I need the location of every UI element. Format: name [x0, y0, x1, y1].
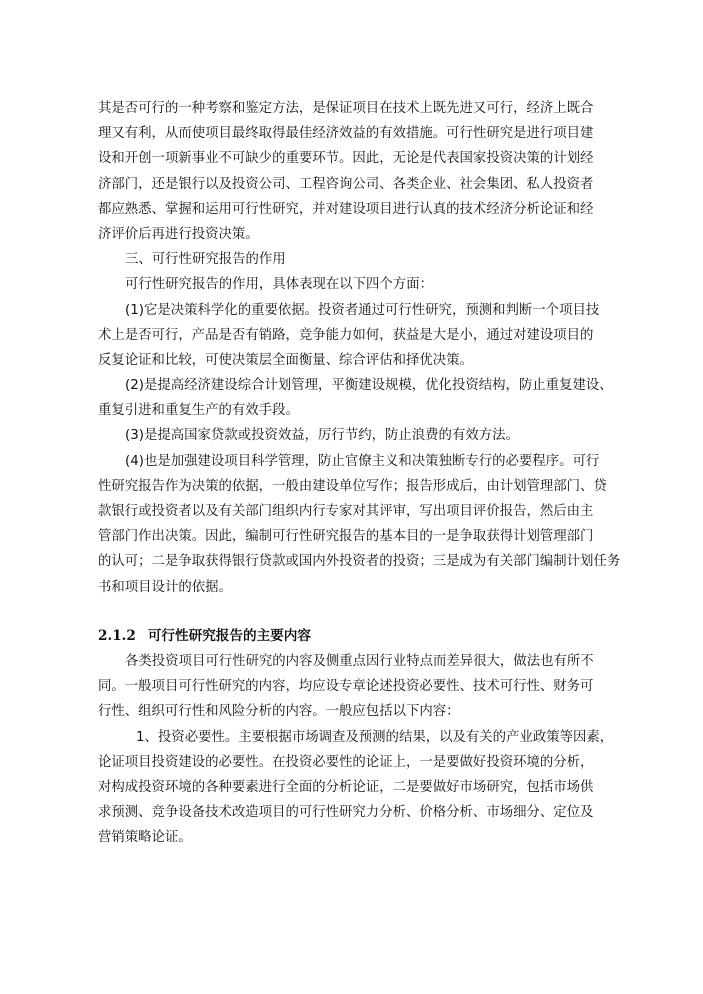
text-line: 管部门作出决策。因此，编制可行性研究报告的基本目的一是争取获得计划管理部门 [98, 529, 594, 545]
text-line: (2)是提高经济建设综合计划管理，平衡建设规模，优化投资结构，防止重复建设、 [125, 378, 613, 394]
text-line: 济部门，还是银行以及投资公司、工程咨询公司、各类企业、社会集团、私人投资者 [98, 176, 594, 192]
text-line: (4)也是加强建设项目科学管理，防止官僚主义和决策独断专行的必要程序。可行 [125, 453, 600, 469]
section-heading [98, 624, 618, 649]
text-line: (1)它是决策科学化的重要依据。投资者通过可行性研究，预测和判断一个项目技 [125, 302, 600, 318]
text-line: 性研究报告作为决策的依据，一般由建设单位写作；报告形成后，由计划管理部门、贷 [98, 478, 607, 494]
text-line: 同。一般项目可行性研究的内容，均应设专章论述投资必要性、技术可行性、财务可 [98, 679, 594, 695]
text-line: 论证项目投资建设的必要性。在投资必要性的论证上，一是要做好投资环境的分析， [98, 754, 594, 770]
document-body [98, 96, 621, 850]
intro-paragraph [98, 96, 618, 247]
text-line: 理又有利，从而使项目最终取得最佳经济效益的有效措施。可行性研究是进行项目建 [98, 126, 594, 142]
text-line: 术上是否可行，产品是否有销路，竞争能力如何，获益是大是小，通过对建设项目的 [98, 327, 594, 343]
text-line: 对构成投资环境的各种要素进行全面的分析论证，二是要做好市场研究，包括市场供 [98, 779, 594, 795]
text-line: 重复引进和重复生产的有效手段。 [98, 403, 299, 419]
text-line: 书和项目设计的依据。 [98, 579, 232, 595]
text-line: 求预测、竞争设备技术改造项目的可行性研究力分析、价格分析、市场细分、定位及 [98, 805, 594, 821]
text-line: 各类投资项目可行性研究的内容及侧重点因行业特点而差异很大，做法也有所不 [125, 653, 594, 669]
text-line: 都应熟悉、掌握和运用可行性研究，并对建设项目进行认真的技术经济分析论证和经 [98, 201, 594, 217]
text-line: 行性、组织可行性和风险分析的内容。一般应包括以下内容： [98, 704, 460, 720]
list-item-2 [98, 373, 618, 423]
list-item-1 [98, 298, 618, 374]
text-line: 济评价后再进行投资决策。 [98, 226, 259, 242]
text-line: (3)是提高国家贷款或投资效益，厉行节约，防止浪费的有效方法。 [125, 428, 519, 444]
text-line: 设和开创一项新事业不可缺少的重要环节。因此，无论是代表国家投资决策的计划经 [98, 151, 594, 167]
section-gap [98, 600, 618, 624]
text-line: 1、投资必要性。主要根据市场调查及预测的结果，以及有关的产业政策等因素， [136, 729, 614, 745]
list-item-3 [98, 423, 618, 448]
content-intro-paragraph [98, 649, 618, 725]
text-line: 反复论证和比较，可使决策层全面衡量、综合评估和择优决策。 [98, 352, 473, 368]
heading-title: 可行性研究报告的主要内容 [147, 627, 311, 644]
list-item-4 [98, 449, 621, 600]
text-line: 款银行或投资者以及有关部门组织内行专家对其评审，写出项目评价报告，然后由主 [98, 504, 594, 519]
text-line: 的认可；二是争取获得银行贷款或国内外投资者的投资；三是成为有关部门编制计划任务 [98, 554, 621, 570]
section-intro: 可行性研究报告的作用，具体表现在以下四个方面： [125, 277, 433, 293]
text-line: 营销策略论证。 [98, 830, 192, 846]
text-line: 其是否可行的一种考察和鉴定方法，是保证项目在技术上既先进又可行，经济上既合 [98, 101, 594, 116]
section-title: 三、可行性研究报告的作用 [125, 252, 286, 268]
heading-number: 2.1.2 [98, 627, 136, 644]
necessity-paragraph [98, 725, 618, 851]
